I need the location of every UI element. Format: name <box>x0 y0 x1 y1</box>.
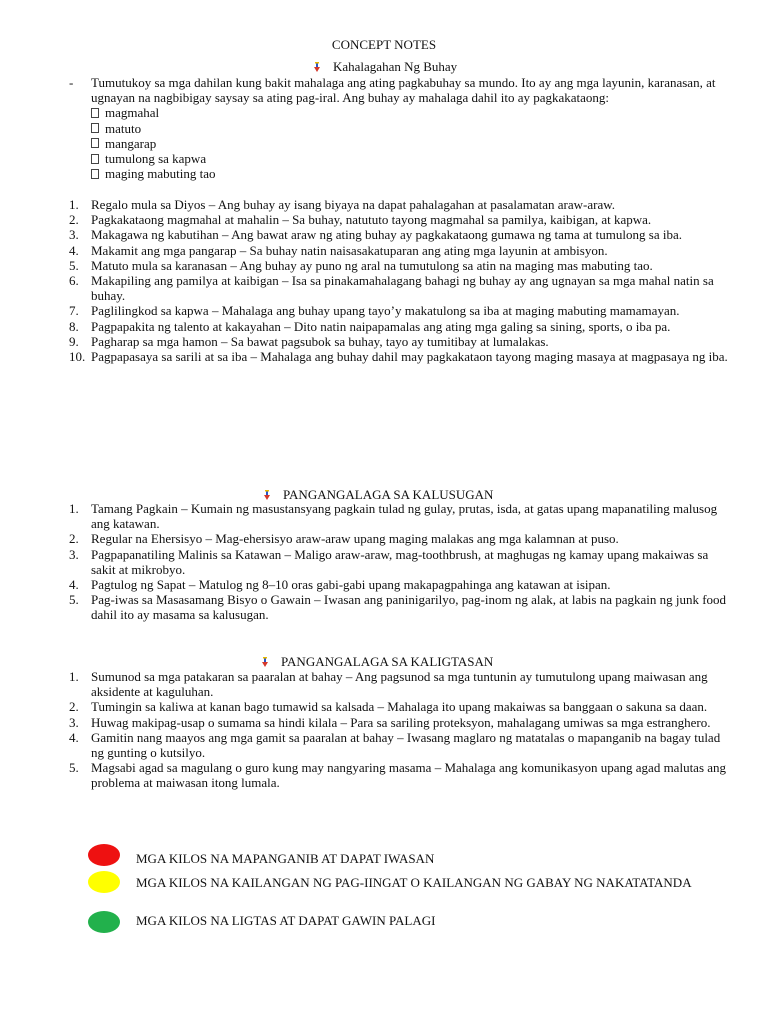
list-item: matuto <box>91 121 729 136</box>
arrow-bullet-icon <box>259 656 271 668</box>
intro-paragraph <box>69 75 729 181</box>
list-item: 4. Gamitin nang maayos ang mga gamit sa paaralan at bahay – Iwasang maglaro ng matatalas o mapanganib na bagay tulad ng gunting o kutsilyo. <box>69 729 721 761</box>
list-item: 5. Magsabi agad sa magulang o guro kung may nangyaring masama – Mahalaga ang komunikasyon upang agad malutas ang problema at maiwasan itong lumala. <box>69 760 727 791</box>
dash-marker: - <box>69 75 74 90</box>
arrow-bullet-icon <box>261 489 273 501</box>
legend-item-yellow <box>88 871 728 911</box>
checkbox-bullet-icon <box>91 154 99 164</box>
section-heading-kahalagahan <box>311 59 457 74</box>
intro-text: Tumutukoy sa mga dahilan kung bakit mahalaga ang ating pagkabuhay sa mundo. Ito ay ang mga layunin, karanasan, at ugnayan na nagbibigay saysay sa ating pag-iral. Ang buhay ay mahalaga dahil ito ay pagkakataong: <box>91 75 716 106</box>
checkbox-bullet-icon <box>91 169 99 179</box>
checkbox-bullet-icon <box>91 123 99 133</box>
section-heading-text: PANGANGALAGA SA KALUSUGAN <box>283 487 494 502</box>
section-heading-kaligtasan <box>259 654 493 669</box>
list-item: mangarap <box>91 136 729 151</box>
list-item: 5. Pag-iwas sa Masasamang Bisyo o Gawain – Iwasan ang paninigarilyo, pag-inom ng alak, at labis na pagkain ng junk food dahil ito ay masama sa kalusugan. <box>69 592 727 623</box>
list-item: 1. Regalo mula sa Diyos – Ang buhay ay isang biyaya na dapat pahalagahan at pasalamatan araw-araw. <box>69 197 616 212</box>
page-title: CONCEPT NOTES <box>331 37 437 52</box>
list-item: 2. Pagkakataong magmahal at mahalin – Sa buhay, natututo tayong magmahal sa pamilya, kaibigan, at kapwa. <box>69 212 652 228</box>
list-item: maging mabuting tao <box>91 166 729 181</box>
legend-text: MGA KILOS NA LIGTAS AT DAPAT GAWIN PALAGI <box>136 913 436 928</box>
list-item: 5. Matuto mula sa karanasan – Ang buhay ay puno ng aral na tumutulong sa atin na maging mas mabuting tao. <box>69 257 653 273</box>
list-item: 3. Makagawa ng kabutihan – Ang bawat araw ng ating buhay ay pagkakataong gumawa ng tama at tumulong sa iba. <box>69 227 682 243</box>
list-item: 8. Pagpapakita ng talento at kakayahan – Dito natin naipapamalas ang ating mga galing sa sining, sports, o iba pa. <box>69 318 671 334</box>
red-circle-icon <box>88 844 120 866</box>
checkbox-bullet-icon <box>91 108 99 118</box>
list-item: 9. Pagharap sa mga hamon – Sa bawat pagsubok sa buhay, tayo ay tumitibay at lumalakas. <box>69 333 549 349</box>
color-legend <box>88 844 728 937</box>
list-item: 2. Regular na Ehersisyo – Mag-ehersisyo araw-araw upang maging malakas ang mga kalamnan at puso. <box>69 531 619 547</box>
green-circle-icon <box>88 911 120 933</box>
list-item: 10. Pagpapasaya sa sarili at sa iba – Mahalaga ang buhay dahil may pagkakataon tayong maging masaya at magpasaya ng iba. <box>69 349 728 365</box>
kaligtasan-list <box>69 669 733 791</box>
list-item: 2. Tumingin sa kaliwa at kanan bago tumawid sa kalsada – Mahalaga ito upang makaiwas sa banggaan o sakuna sa daan. <box>69 699 708 715</box>
kahalagahan-list <box>69 197 733 364</box>
list-item: 6. Makapiling ang pamilya at kaibigan – Isa sa pinakamahalagang bahagi ng buhay ay ang ugnayan sa mga mahal natin sa buhay. <box>69 273 714 304</box>
list-item: tumulong sa kapwa <box>91 151 729 166</box>
list-item: 4. Pagtulog ng Sapat – Matulog ng 8–10 oras gabi-gabi upang makapagpahinga ang katawan at isipan. <box>69 577 611 593</box>
list-item: 3. Pagpapanatiling Malinis sa Katawan – Maligo araw-araw, mag-toothbrush, at maghugas ng kamay upang makaiwas sa sakit at mikrobyo. <box>69 546 709 577</box>
section-heading-text: Kahalagahan Ng Buhay <box>333 59 458 74</box>
section-heading-text: PANGANGALAGA SA KALIGTASAN <box>281 654 494 669</box>
list-item: magmahal <box>91 105 729 120</box>
list-item: 1. Sumunod sa mga patakaran sa paaralan at bahay – Ang pagsunod sa mga tuntunin ay tumutulong upang maiwasan ang aksidente at kaguluhan. <box>69 669 708 700</box>
section-heading-kalusugan <box>261 487 493 502</box>
kalusugan-list <box>69 501 733 623</box>
list-item: 1. Tamang Pagkain – Kumain ng masustansyang pagkain tulad ng gulay, prutas, isda, at gatas upang mapanatiling malusog ang katawan. <box>69 501 718 532</box>
legend-item-green <box>88 911 728 937</box>
list-item: 3. Huwag makipag-usap o sumama sa hindi kilala – Para sa sariling proteksyon, mahalagang umiwas sa mga estranghero. <box>69 714 711 730</box>
legend-text: MGA KILOS NA KAILANGAN NG PAG-IINGAT O KAILANGAN NG GABAY NG NAKATATANDA <box>136 875 692 890</box>
list-item: 7. Paglilingkod sa kapwa – Mahalaga ang buhay upang tayo’y makatulong sa iba at maging mabuting mamamayan. <box>69 303 680 319</box>
legend-item-red <box>88 844 728 871</box>
legend-text: MGA KILOS NA MAPANGANIB AT DAPAT IWASAN <box>136 851 435 866</box>
checkbox-bullet-icon <box>91 138 99 148</box>
list-item: 4. Makamit ang mga pangarap – Sa buhay natin naisasakatuparan ang ating mga layunin at ambisyon. <box>69 242 608 258</box>
arrow-bullet-icon <box>311 61 323 73</box>
yellow-circle-icon <box>88 871 120 893</box>
